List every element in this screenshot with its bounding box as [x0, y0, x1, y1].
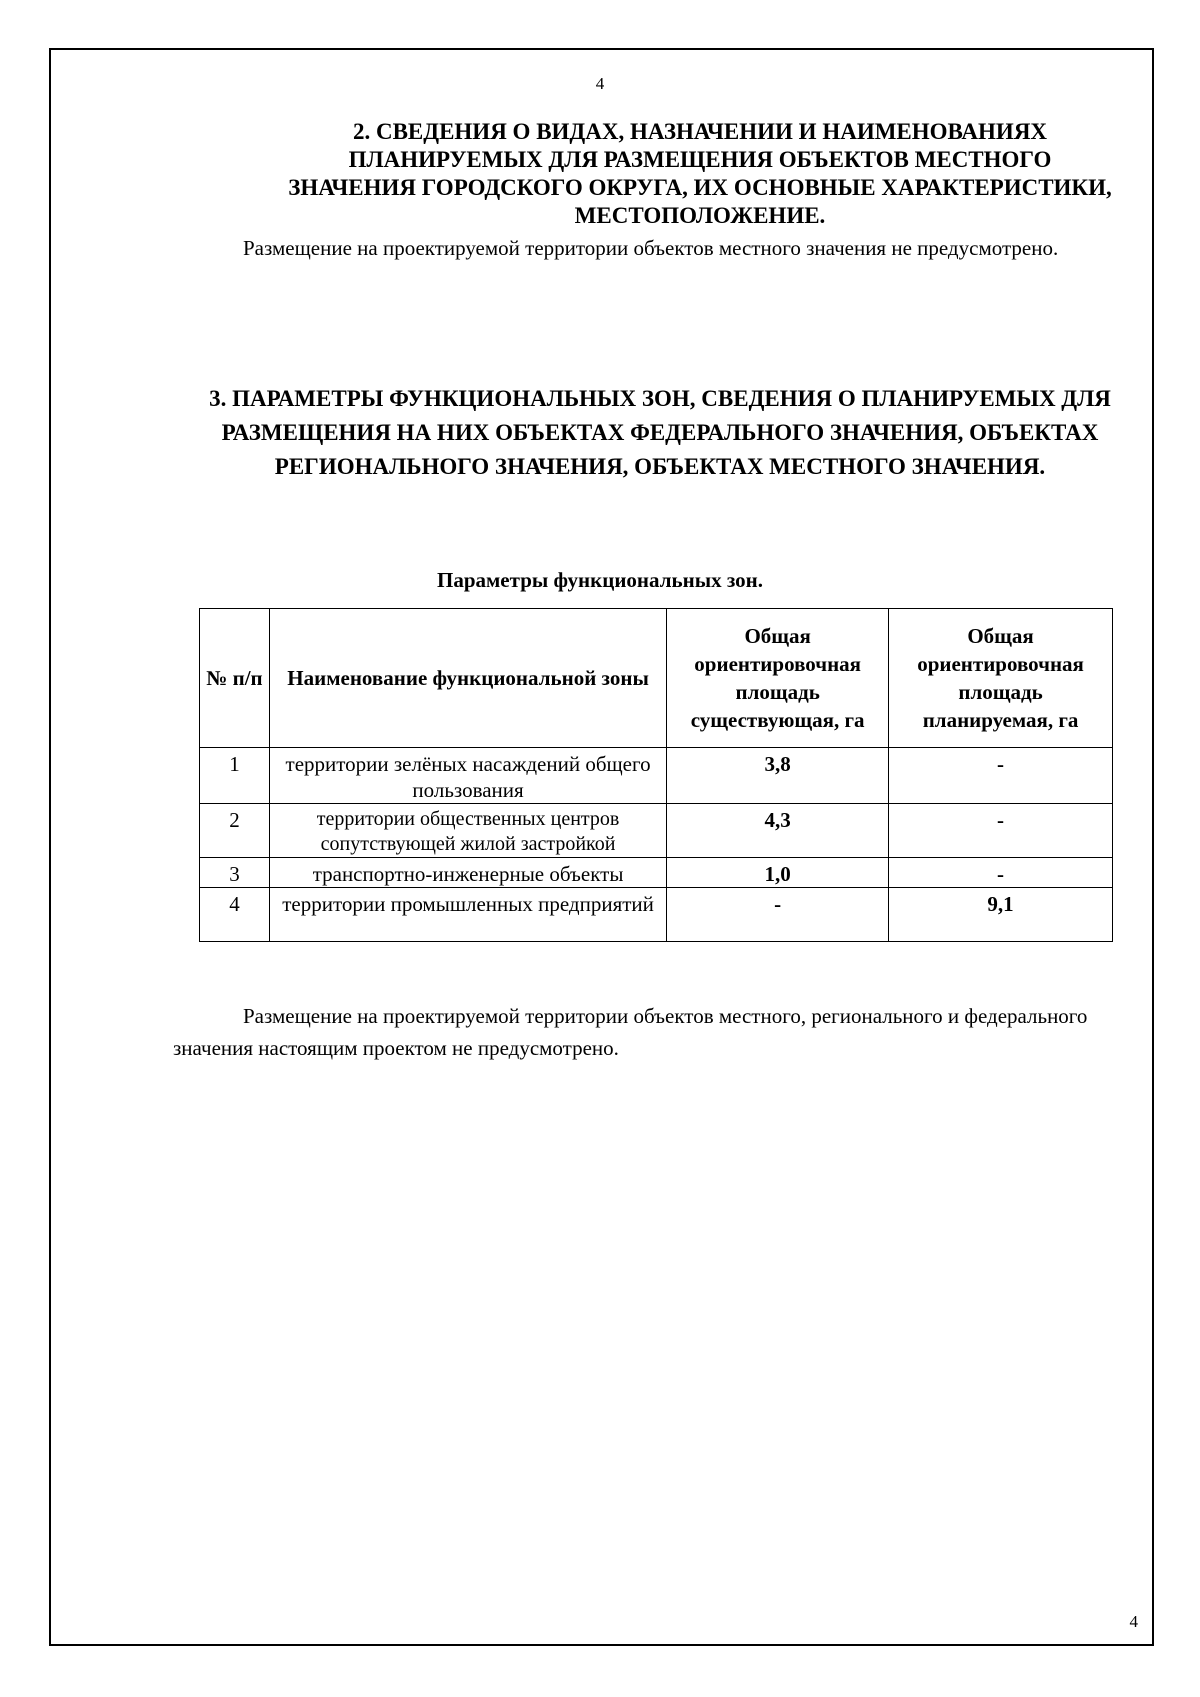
section-2-text: Размещение на проектируемой территории объектов местного значения не предусмотрено. [243, 236, 1059, 260]
row-zone-name: территории промышленных предприятий [269, 888, 666, 942]
row-existing-area: 1,0 [667, 858, 889, 888]
row-zone-name: транспортно-инженерные объекты [269, 858, 666, 888]
page-number-bottom: 4 [1129, 1612, 1138, 1631]
functional-zones-table [199, 608, 1113, 942]
row-planned-area: - [889, 804, 1113, 858]
section-2-heading-line-4: МЕСТОПОЛОЖЕНИЕ. [574, 203, 826, 228]
row-num: 2 [200, 804, 270, 858]
table-row [200, 888, 1113, 942]
section-2-heading-line-3: ЗНАЧЕНИЯ ГОРОДСКОГО ОКРУГА, ИХ ОСНОВНЫЕ ХАРАКТЕРИСТИКИ, [288, 175, 1112, 200]
section-2 [245, 118, 1155, 230]
row-planned-area: - [889, 748, 1113, 804]
closing-section [173, 1000, 1147, 1064]
section-2-heading-line-2: ПЛАНИРУЕМЫХ ДЛЯ РАЗМЕЩЕНИЯ ОБЪЕКТОВ МЕСТНОГО [348, 147, 1052, 172]
table-row [200, 748, 1113, 804]
header-planned-area: Общая ориентировочная площадь планируемая, га [889, 609, 1113, 748]
header-zone-name: Наименование функциональной зоны [269, 609, 666, 748]
row-planned-area: - [889, 858, 1113, 888]
section-3 [173, 382, 1147, 484]
table-row [200, 804, 1113, 858]
row-existing-area: - [667, 888, 889, 942]
row-zone-name: территории зелёных насаждений общего пользования [269, 748, 666, 804]
row-planned-area: 9,1 [889, 888, 1113, 942]
page-number-top: 4 [595, 74, 605, 93]
row-zone-name: территории общественных центров сопутствующей жилой застройкой [269, 804, 666, 858]
section-2-body [173, 232, 1147, 264]
row-num: 3 [200, 858, 270, 888]
table-caption: Параметры функциональных зон. [436, 568, 764, 592]
closing-text: Размещение на проектируемой территории объектов местного, регионального и федерального значения настоящим проектом не предусмотрено. [173, 1004, 1088, 1060]
row-num: 4 [200, 888, 270, 942]
row-existing-area: 4,3 [667, 804, 889, 858]
table-header-row [200, 609, 1113, 748]
section-3-heading-line-3: РЕГИОНАЛЬНОГО ЗНАЧЕНИЯ, ОБЪЕКТАХ МЕСТНОГО ЗНАЧЕНИЯ. [274, 454, 1046, 479]
section-2-heading-line-1: 2. СВЕДЕНИЯ О ВИДАХ, НАЗНАЧЕНИИ И НАИМЕНОВАНИЯХ [352, 119, 1048, 144]
section-3-heading-line-2: РАЗМЕЩЕНИЯ НА НИХ ОБЪЕКТАХ ФЕДЕРАЛЬНОГО ЗНАЧЕНИЯ, ОБЪЕКТАХ [221, 420, 1099, 445]
header-num: № п/п [200, 609, 270, 748]
row-existing-area: 3,8 [667, 748, 889, 804]
header-existing-area: Общая ориентировочная площадь существующая, га [667, 609, 889, 748]
section-3-heading-line-1: 3. ПАРАМЕТРЫ ФУНКЦИОНАЛЬНЫХ ЗОН, СВЕДЕНИЯ О ПЛАНИРУЕМЫХ ДЛЯ [209, 386, 1111, 411]
table-row [200, 858, 1113, 888]
row-num: 1 [200, 748, 270, 804]
